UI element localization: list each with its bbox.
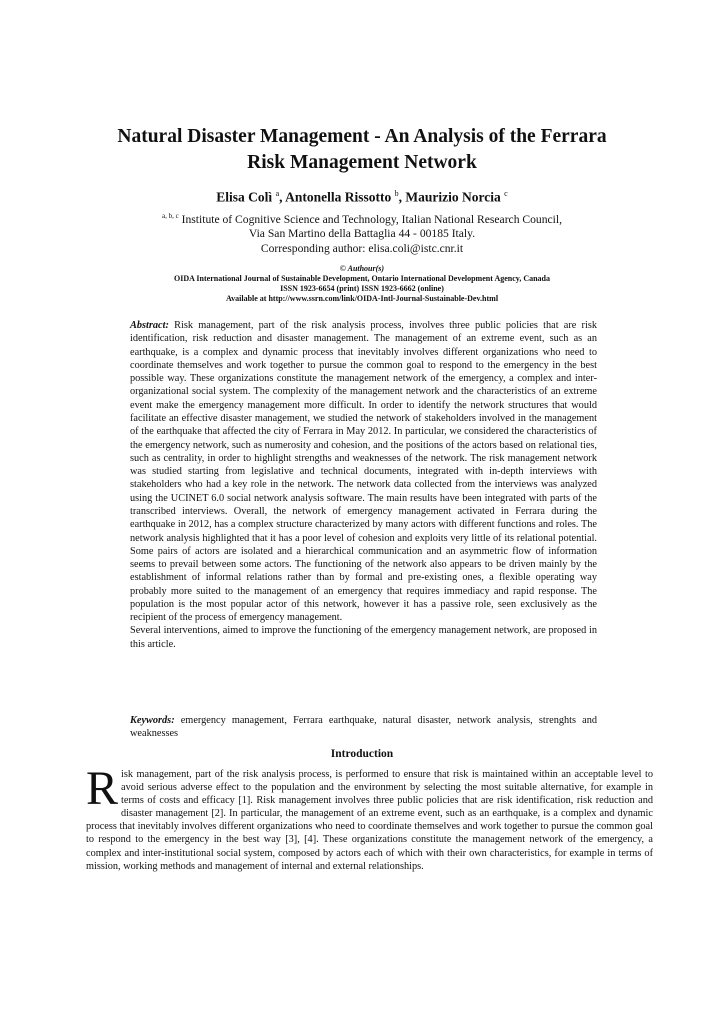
abstract-text-2: Several interventions, aimed to improve the functioning of the emergency management network, are proposed in this article. [130,625,597,650]
affiliation-mark: a, b, c [161,212,179,220]
issn-line: ISSN 1923-6654 (print) ISSN 1923-6662 (online) [280,284,444,293]
affiliation-block [100,209,624,256]
title-line-1: Natural Disaster Management - An Analysis of the Ferrara [117,126,607,147]
title-line-2: Risk Management Network [247,152,477,173]
section-heading-introduction: Introduction [330,748,394,760]
paper-title [70,124,654,176]
affiliation-institute: Institute of Cognitive Science and Technology, Italian National Research Council, [181,212,563,226]
keywords-label: Keywords: [130,715,175,726]
availability-line: Available at http://www.ssrn.com/link/OIDA-Intl-Journal-Sustainable-Dev.html [225,294,499,303]
abstract [130,319,597,651]
corresponding-author: Corresponding author: elisa.coli@istc.cnr.it [260,241,464,255]
abstract-label: Abstract: [130,320,169,331]
keywords-text: emergency management, Ferrara earthquake, natural disaster, network analysis, strenghts and weaknesses [130,715,598,740]
introduction-text: isk management, part of the risk analysis process, is performed to ensure that risk is maintained within an acceptable level to avoid serious adverse effect to the population and the environment by selecting the most suitable alternative, for example in terms of costs and efficacy [1]. Risk management involves three public policies that are risk identification, risk reduction and disaster management [2]. In particular, the management of an extreme event, such as an earthquake, is a complex and dynamic process that inevitably involves different organizations who need to coordinate themselves and work together to pursue the common goal to respond to the emergency in the best way [3], [4]. These organizations constitute the management network of the emergency, a complex and inter-institutional social system, composed by actors each of which with their own characteristics, for example in terms of mission, working methods and management of internal and external relationships. [86,769,653,872]
author-name: Maurizio Norcia [405,189,501,205]
introduction-body [86,762,653,873]
affiliation-address: Via San Martino della Battaglia 44 - 00185 Italy. [248,227,476,241]
journal-info [100,264,624,304]
journal-name: OIDA International Journal of Sustainable Development, Ontario International Development Agency, Canada [173,274,550,283]
keywords [130,714,597,741]
author-affiliation-mark: c [504,189,508,198]
author-affiliation-mark: a [275,189,280,198]
abstract-text: Risk management, part of the risk analysis process, involves three public policies that are risk identification, risk reduction and disaster management. The management of an extreme event, such as an earthquake, is a complex and dynamic process that inevitably involves different organizations who need to coordinate themselves and work together to pursue the common goal to respond to the emergency in the best possible way. These organizations constitute the management network of the emergency, a complex and inter-organizational social system. The complexity of the management network and the characteristics of an extreme event make the emergency management more difficult. In order to identify the network structures that would facilitate an effective disaster management, we studied the network of stakeholders involved in the management of the earthquake that affected the city of Ferrara in May 2012. In particular, we considered the characteristics of the emergency network, such as numerosity and cohesion, and the positions of the actors based on relational ties, such as centrality, in order to highlight strengths and weaknesses of the network. The risk management network was studied starting from legislative and technical documents, integrated with in-depth interviews with stakeholders who had a key role in the network. The network data collected from the interviews was analyzed using the UCINET 6.0 social network analysis software. The main results have been integrated with parts of the transcribed interviews. Overall, the network of emergency management activated in Ferrara during the earthquake in 2012, has a complex structure characterized by many actors with different functions and roles. The network analysis highlighted that it has a poor level of cohesion and exploits very little of its relational potential. Some pairs of actors are isolated and a hierarchical communication and an asymmetric flow of information seems to prevail between some actors. The functioning of the network also appears to be driven mainly by the establishment of informal relations rather than by formal and pre-existing ones, a flexible operating way probably more suited to the management of an emergency that requires immediacy and rapid response. The population is the most popular actor of this network, however it has a passive role, seen exclusively as the recipient of the process of emergency management. [130,320,597,624]
author-affiliation-mark: b [394,189,399,198]
author-name: Antonella Rissotto [285,189,392,205]
drop-cap: R [86,762,119,815]
author-list: Elisa Colì $^a$, Antonella Rissotto $^b$, Maurizio Norcia $^c$ [216,189,508,205]
author-name: Elisa Colì [216,189,273,205]
copyright-line: © Authour(s) [339,264,385,273]
